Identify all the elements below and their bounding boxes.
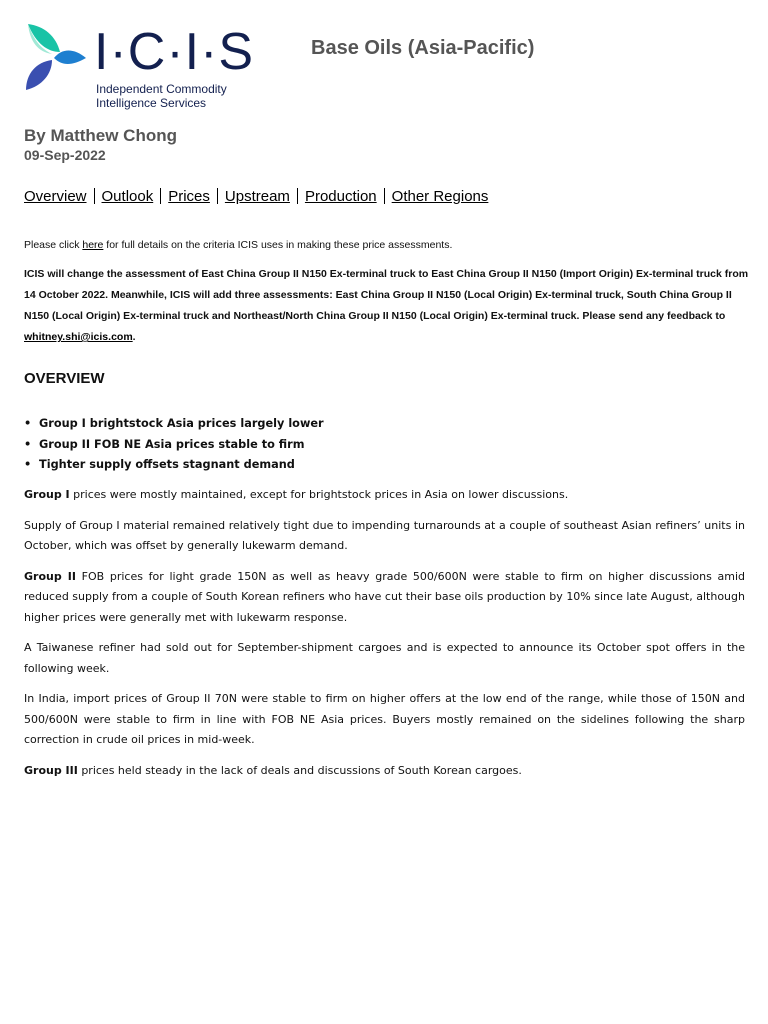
criteria-note-before: Please click xyxy=(24,239,83,251)
nav-link-upstream[interactable]: Upstream xyxy=(224,188,290,205)
nav-separator xyxy=(160,188,161,204)
assessment-change-notice xyxy=(24,264,752,348)
nav-link-outlook[interactable]: Outlook xyxy=(101,188,154,205)
criteria-note-after: for full details on the criteria ICIS uses in making these price assessments. xyxy=(103,239,453,251)
group-3-label: Group III xyxy=(24,763,78,777)
nav-separator xyxy=(297,188,298,204)
section-nav xyxy=(24,188,488,205)
bullet-item: • Group I brightstock Asia prices largely lower xyxy=(24,414,324,435)
paragraph-text: prices held steady in the lack of deals and discussions of South Korean cargoes. xyxy=(77,763,522,777)
nav-link-other-regions[interactable]: Other Regions xyxy=(391,188,489,205)
paragraph-text: prices were mostly maintained, except for brightstock prices in Asia on lower discussions. xyxy=(69,488,569,501)
notice-text: ICIS will change the assessment of East China Group II N150 Ex-terminal truck to East China Group II N150 (Import Origin) Ex-terminal truck from 14 October 2022. Meanwhile, ICIS will add three assessments: East China Group II N150 (Local Origin) Ex-terminal truck, South China Group II N150 (Local Origin) Ex-terminal truck and Northeast/North China Group II N150 (Local Origin) Ex-terminal truck. Please send any feedback to xyxy=(24,268,749,322)
nav-separator xyxy=(384,188,385,204)
tagline-line-1: Independent Commodity xyxy=(96,82,227,96)
paragraph-group-1 xyxy=(24,485,745,506)
nav-separator xyxy=(94,188,95,204)
tagline-line-2: Intelligence Services xyxy=(96,96,207,110)
paragraph-text: FOB prices for light grade 150N as well as heavy grade 500/600N were stable to firm on higher discussions amid reduced supply from a couple of South Korean refiners who have cut their base oils production by 10% since late August, although higher prices were generally met with lukewarm response. xyxy=(24,569,745,624)
notice-end: . xyxy=(132,331,136,343)
paragraph-taiwan: A Taiwanese refiner had sold out for September-shipment cargoes and is expected to announce its October spot offers in the following week. xyxy=(24,641,745,675)
paragraph-supply: Supply of Group I material remained relatively tight due to impending turnarounds at a couple of southeast Asian refiners’ units in October, which was offset by generally lukewarm demand. xyxy=(24,518,745,552)
author: By Matthew Chong xyxy=(24,126,177,145)
feedback-email-link[interactable]: whitney.shi@icis.com xyxy=(24,331,133,343)
icis-wordmark: I·C·I·S xyxy=(94,23,255,81)
icis-logo[interactable] xyxy=(22,22,255,114)
paragraph-india: In India, import prices of Group II 70N were stable to firm on higher offers at the low end of the range, while those of 150N and 500/600N were stable to firm in line with FOB NE Asia prices. Buyers mostly remained on the sidelines following the sharp correction in crude oil prices in mid-week. xyxy=(24,692,745,746)
overview-body xyxy=(24,485,745,791)
group-1-label: Group I xyxy=(24,488,70,501)
overview-heading: OVERVIEW xyxy=(24,370,105,387)
criteria-note xyxy=(24,239,748,251)
nav-link-production[interactable]: Production xyxy=(304,188,377,205)
report-date: 09-Sep-2022 xyxy=(24,147,106,163)
byline xyxy=(24,126,177,164)
icis-logo-mark-icon xyxy=(22,22,88,92)
nav-separator xyxy=(217,188,218,204)
bullet-item: • Tighter supply offsets stagnant demand xyxy=(24,455,324,476)
bullet-item: • Group II FOB NE Asia prices stable to firm xyxy=(24,435,324,456)
paragraph-group-2 xyxy=(24,567,745,629)
nav-link-overview[interactable]: Overview xyxy=(24,188,87,205)
paragraph-group-3 xyxy=(24,761,745,782)
icis-tagline xyxy=(96,82,227,110)
nav-link-prices[interactable]: Prices xyxy=(168,188,210,205)
report-title: Base Oils (Asia-Pacific) xyxy=(311,37,535,59)
group-2-label: Group II xyxy=(24,569,76,583)
criteria-link[interactable]: here xyxy=(82,239,104,251)
overview-bullets xyxy=(24,414,324,476)
